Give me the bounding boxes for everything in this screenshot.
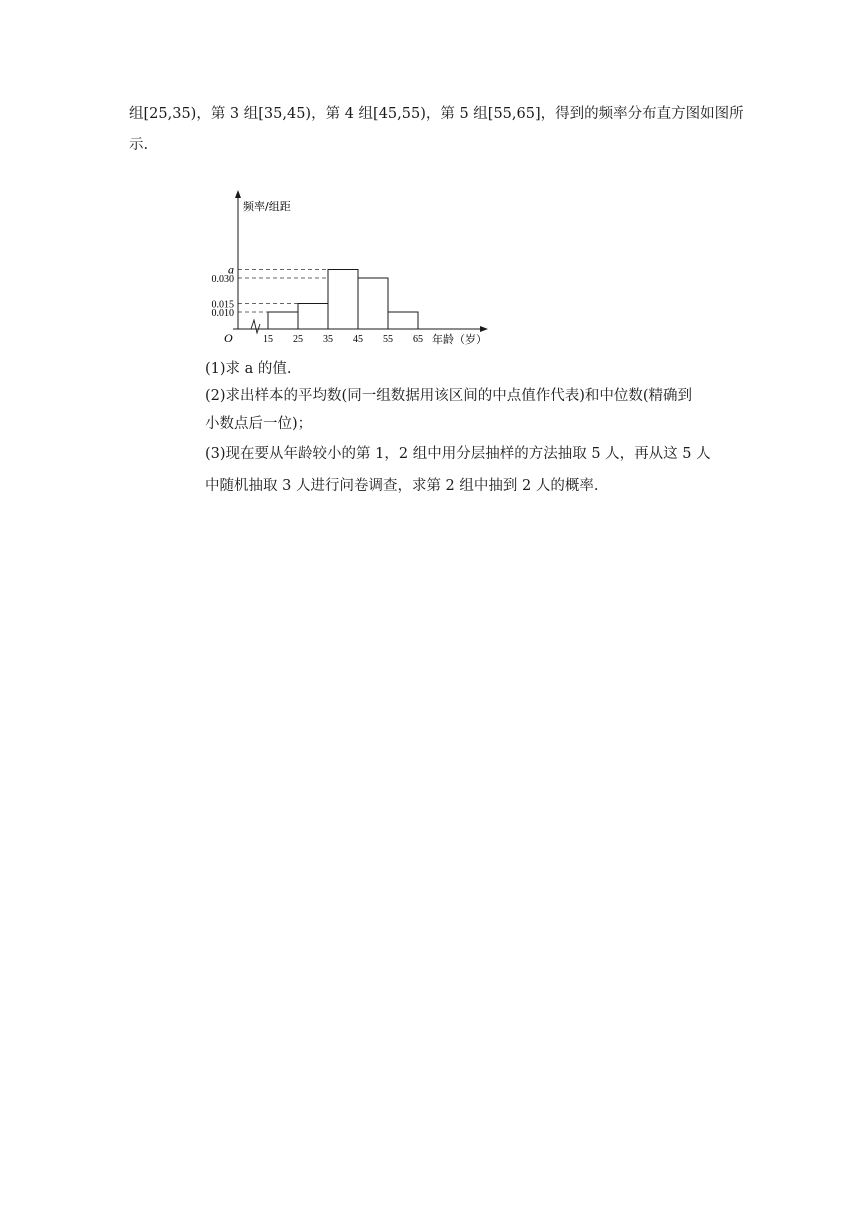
histogram-bar-4 [358, 278, 388, 329]
x-tick-label-1: 15 [263, 334, 273, 345]
y-tick-labels [212, 263, 235, 320]
x-tick-label-3: 35 [323, 334, 333, 345]
y-tick-label-1: a [228, 262, 234, 277]
x-axis-label: 年龄（岁） [432, 333, 487, 346]
y-tick-label-3: 0.015 [211, 299, 234, 311]
x-tick-label-4: 45 [353, 334, 363, 345]
y-axis-arrow [235, 190, 241, 198]
histogram-bars [268, 270, 418, 330]
x-tick-labels [263, 334, 423, 345]
intro-line-2: 示. [129, 137, 149, 153]
y-tick-label-4: 0.010 [211, 308, 234, 319]
x-tick-label-6: 65 [413, 334, 423, 345]
origin-label: O [224, 331, 233, 345]
frequency-histogram [200, 186, 500, 356]
question-3-line-1: (3)现在要从年龄较小的第 1，2 组中用分层抽样的方法抽取 5 人，再从这 5 人 [205, 446, 711, 462]
y-tick-label-2: 0.030 [211, 274, 234, 285]
y-axis-label: 频率/组距 [243, 200, 291, 213]
axis-break-icon [251, 320, 260, 333]
question-3-line-2: 中随机抽取 3 人进行问卷调查，求第 2 组中抽到 2 人的概率. [205, 478, 599, 494]
histogram-bar-2 [298, 304, 328, 330]
x-tick-label-5: 55 [383, 334, 393, 345]
x-tick-label-2: 25 [293, 334, 303, 345]
histogram-bar-1 [268, 312, 298, 329]
histogram-bar-5 [388, 312, 418, 329]
intro-line-1: 组[25,35)，第 3 组[35,45)，第 4 组[45,55)，第 5 组[55,65]，得到的频率分布直方图如图所 [129, 106, 744, 122]
histogram-bar-3 [328, 270, 358, 330]
question-1: (1)求 a 的值. [205, 361, 292, 377]
x-axis-arrow [480, 326, 488, 332]
question-2-line-1: (2)求出样本的平均数(同一组数据用该区间的中点值作代表)和中位数(精确到 [205, 388, 693, 404]
question-2-line-2: 小数点后一位)； [205, 416, 313, 432]
